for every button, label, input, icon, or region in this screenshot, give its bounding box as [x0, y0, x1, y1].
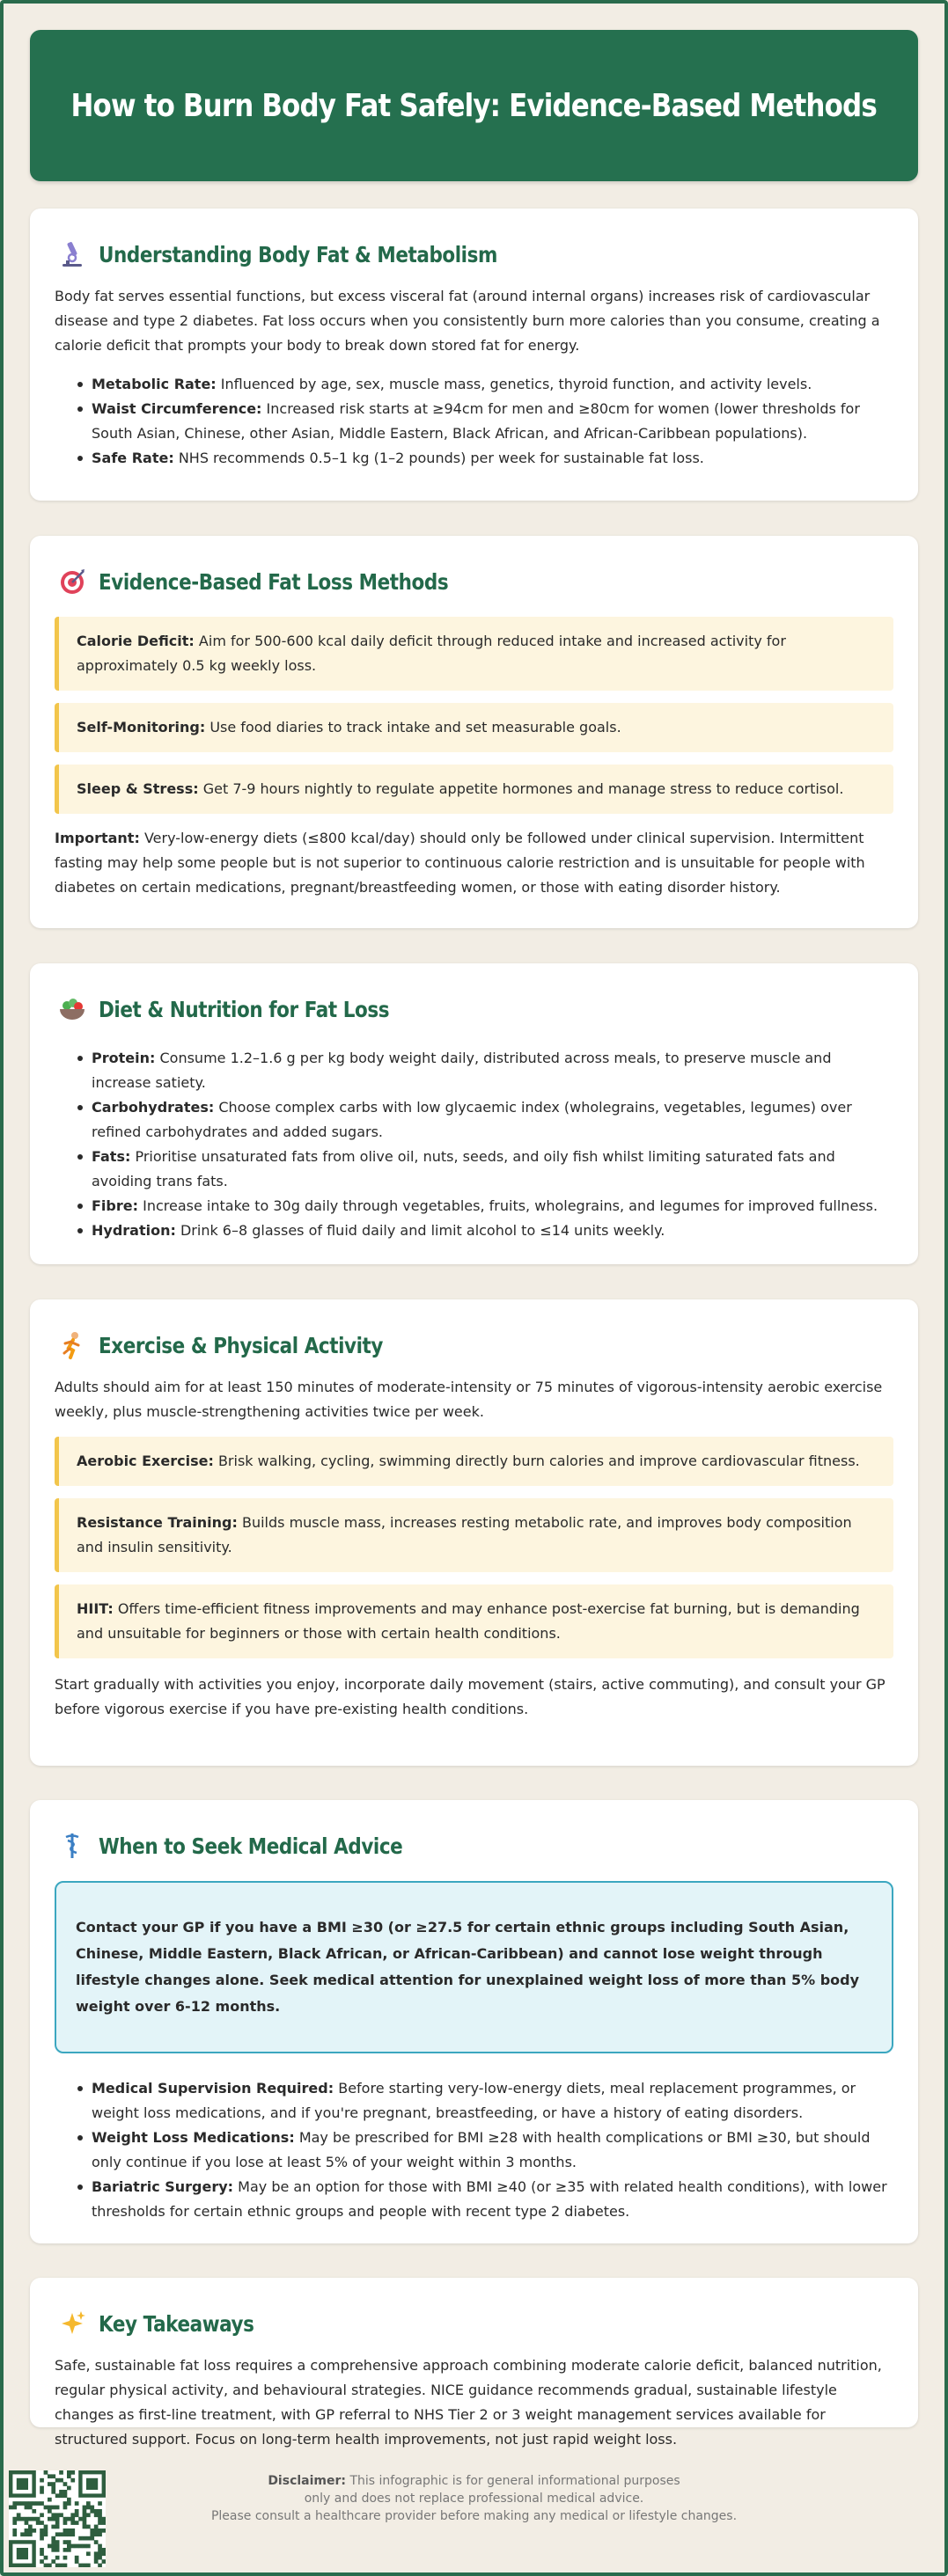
item-label: Metabolic Rate: — [92, 376, 217, 392]
item-text: Before starting very-low-energy diets, meal replacement programmes, or weight loss medications, and if you're pregnant, breastfeeding, or have a history of eating disorders. — [92, 2080, 856, 2121]
item-text: Increase intake to 30g daily through vegetables, fruits, wholegrains, and legumes for improved fullness. — [143, 1197, 878, 1214]
list-item — [55, 372, 893, 397]
item-text: Influenced by age, sex, muscle mass, genetics, thyroid function, and activity levels. — [220, 376, 812, 392]
list-item — [55, 1194, 893, 1218]
footer — [0, 2455, 948, 2576]
item-label: Protein: — [92, 1050, 156, 1066]
item-text: Drink 6–8 glasses of fluid daily and limit alcohol to ≤14 units weekly. — [180, 1222, 665, 1239]
header-banner — [30, 30, 918, 181]
bullet-list — [55, 1046, 893, 1243]
section-heading — [55, 986, 893, 1032]
list-item — [55, 1095, 893, 1145]
bullet-list — [55, 2076, 893, 2224]
list-item — [55, 397, 893, 446]
box-text: Aim for 500-600 kcal daily deficit through reduced intake and increased activity for approximately 0.5 kg weekly loss. — [77, 633, 786, 674]
highlight-box — [55, 617, 893, 691]
section-outro: Start gradually with activities you enjoy, incorporate daily movement (stairs, active commuting), and consult your GP before vigorous exercise if you have pre-existing health conditions. — [55, 1676, 886, 1717]
item-text: May be prescribed for BMI ≥28 with health complications or BMI ≥30, but should only continue if you lose at least 5% of your weight within 3 months. — [92, 2129, 871, 2170]
section-heading — [55, 1322, 893, 1368]
section-title: Key Takeaways — [99, 2310, 254, 2337]
item-label: Carbohydrates: — [92, 1099, 215, 1116]
item-label: Safe Rate: — [92, 450, 174, 466]
item-label: Bariatric Surgery: — [92, 2178, 234, 2195]
section-medical — [30, 1800, 918, 2243]
section-understanding — [30, 209, 918, 501]
item-label: Waist Circumference: — [92, 400, 262, 417]
section-title: Exercise & Physical Activity — [99, 1332, 383, 1358]
disclaimer-text: This infographic is for general informational purposes — [349, 2474, 680, 2488]
list-item — [55, 1218, 893, 1243]
item-label: Fibre: — [92, 1197, 139, 1214]
box-label: Self-Monitoring: — [77, 719, 206, 735]
sparkles-icon — [55, 2306, 90, 2341]
note-label: Important: — [55, 830, 140, 846]
item-text: Consume 1.2–1.6 g per kg body weight daily, distributed across meals, to preserve muscle and increase satiety. — [92, 1050, 832, 1091]
section-exercise — [30, 1299, 918, 1766]
alert-box: Contact your GP if you have a BMI ≥30 (or ≥27.5 for certain ethnic groups including South Asian, Chinese, Middle Eastern, Black African, or African-Caribbean) and cannot lose weight through lifestyle changes alone. Seek medical attention for unexplained weight loss of more than 5% body weight over 6-12 months. — [55, 1881, 893, 2053]
section-title: Evidence-Based Fat Loss Methods — [99, 568, 449, 595]
box-text: Offers time-efficient fitness improvements and may enhance post-exercise fat burning, but is demanding and unsuitable for beginners or those with certain health conditions. — [77, 1600, 860, 1642]
highlight-box — [55, 703, 893, 752]
list-item — [55, 2126, 893, 2175]
item-label: Medical Supervision Required: — [92, 2080, 334, 2097]
box-text: Get 7-9 hours nightly to regulate appetite hormones and manage stress to reduce cortisol. — [202, 780, 844, 797]
medical-caduceus-icon — [55, 1828, 90, 1863]
box-label: HIIT: — [77, 1600, 114, 1617]
box-label: Sleep & Stress: — [77, 780, 199, 797]
section-diet — [30, 963, 918, 1264]
list-item — [55, 2175, 893, 2224]
note-text: Very-low-energy diets (≤800 kcal/day) should only be followed under clinical supervision. Intermittent fasting may help some people but is not superior to continuous calorie restriction and is unsuitable for people with diabetes on certain medications, pregnant/breastfeeding women, or those with eating disorder history. — [55, 830, 865, 896]
box-text: Builds muscle mass, increases resting metabolic rate, and improves body composition and insulin sensitivity. — [77, 1514, 852, 1555]
section-methods — [30, 536, 918, 928]
box-label: Calorie Deficit: — [77, 633, 195, 649]
disclaimer-line-2: only and does not replace professional medical advice. — [304, 2492, 644, 2506]
box-label: Aerobic Exercise: — [77, 1453, 214, 1469]
bullet-list — [55, 372, 893, 471]
highlight-box — [55, 1584, 893, 1658]
section-intro: Adults should aim for at least 150 minutes of moderate-intensity or 75 minutes of vigorous-intensity aerobic exercise weekly, plus muscle-strengthening activities twice per week. — [55, 1379, 883, 1420]
qr-code[interactable] — [9, 2470, 106, 2567]
item-text: Increased risk starts at ≥94cm for men and ≥80cm for women (lower thresholds for South Asian, Chinese, other Asian, Middle Eastern, Black African, and African-Caribbean populations). — [92, 400, 860, 442]
highlight-box — [55, 765, 893, 814]
section-heading — [55, 1823, 893, 1869]
item-text: Prioritise unsaturated fats from olive oil, nuts, seeds, and oily fish whilst limiting saturated fats and avoiding trans fats. — [92, 1148, 835, 1189]
disclaimer-line-1 — [176, 2472, 772, 2490]
highlight-box — [55, 1498, 893, 1572]
section-heading — [55, 559, 893, 604]
item-text: NHS recommends 0.5–1 kg (1–2 pounds) per week for sustainable fat loss. — [178, 450, 704, 466]
list-item — [55, 446, 893, 471]
disclaimer — [176, 2472, 772, 2525]
item-label: Fats: — [92, 1148, 131, 1165]
runner-icon — [55, 1328, 90, 1363]
page-title: How to Burn Body Fat Safely: Evidence-Based Methods — [70, 87, 878, 124]
section-heading — [55, 2301, 893, 2346]
disclaimer-label: Disclaimer: — [268, 2474, 346, 2488]
section-title: When to Seek Medical Advice — [99, 1833, 403, 1859]
section-title: Understanding Body Fat & Metabolism — [99, 241, 497, 267]
target-icon — [55, 564, 90, 599]
list-item — [55, 1145, 893, 1194]
item-text: May be an option for those with BMI ≥40 (or ≥35 with related health conditions), with lower thresholds for certain ethnic groups and people with recent type 2 diabetes. — [92, 2178, 887, 2220]
section-heading — [55, 231, 893, 277]
microscope-icon — [55, 237, 90, 272]
section-intro: Body fat serves essential functions, but excess visceral fat (around internal organs) increases risk of cardiovascular disease and type 2 diabetes. Fat loss occurs when you consistently burn more calories than you consume, creating a calorie deficit that prompts your body to break down stored fat for energy. — [55, 288, 880, 354]
salad-bowl-icon — [55, 992, 90, 1027]
box-text: Use food diaries to track intake and set measurable goals. — [209, 719, 621, 735]
takeaways-text: Safe, sustainable fat loss requires a comprehensive approach combining moderate calorie deficit, balanced nutrition, regular physical activity, and behavioural strategies. NICE guidance recommends gradual, sustainable lifestyle changes as first-line treatment, with GP referral to NHS Tier 2 or 3 weight management services available for structured support. Focus on long-term health improvements, not just rapid weight loss. — [55, 2357, 882, 2448]
section-title: Diet & Nutrition for Fat Loss — [99, 996, 390, 1022]
item-text: Choose complex carbs with low glycaemic index (wholegrains, vegetables, legumes) over refined carbohydrates and added sugars. — [92, 1099, 852, 1140]
list-item — [55, 1046, 893, 1095]
box-text: Brisk walking, cycling, swimming directly burn calories and improve cardiovascular fitness. — [217, 1453, 860, 1469]
item-label: Hydration: — [92, 1222, 176, 1239]
list-item — [55, 2076, 893, 2126]
highlight-box — [55, 1437, 893, 1486]
item-label: Weight Loss Medications: — [92, 2129, 295, 2146]
section-takeaways — [30, 2278, 918, 2448]
box-label: Resistance Training: — [77, 1514, 238, 1531]
important-note — [55, 826, 893, 900]
disclaimer-line-3: Please consult a healthcare provider before making any medical or lifestyle changes. — [210, 2509, 738, 2523]
